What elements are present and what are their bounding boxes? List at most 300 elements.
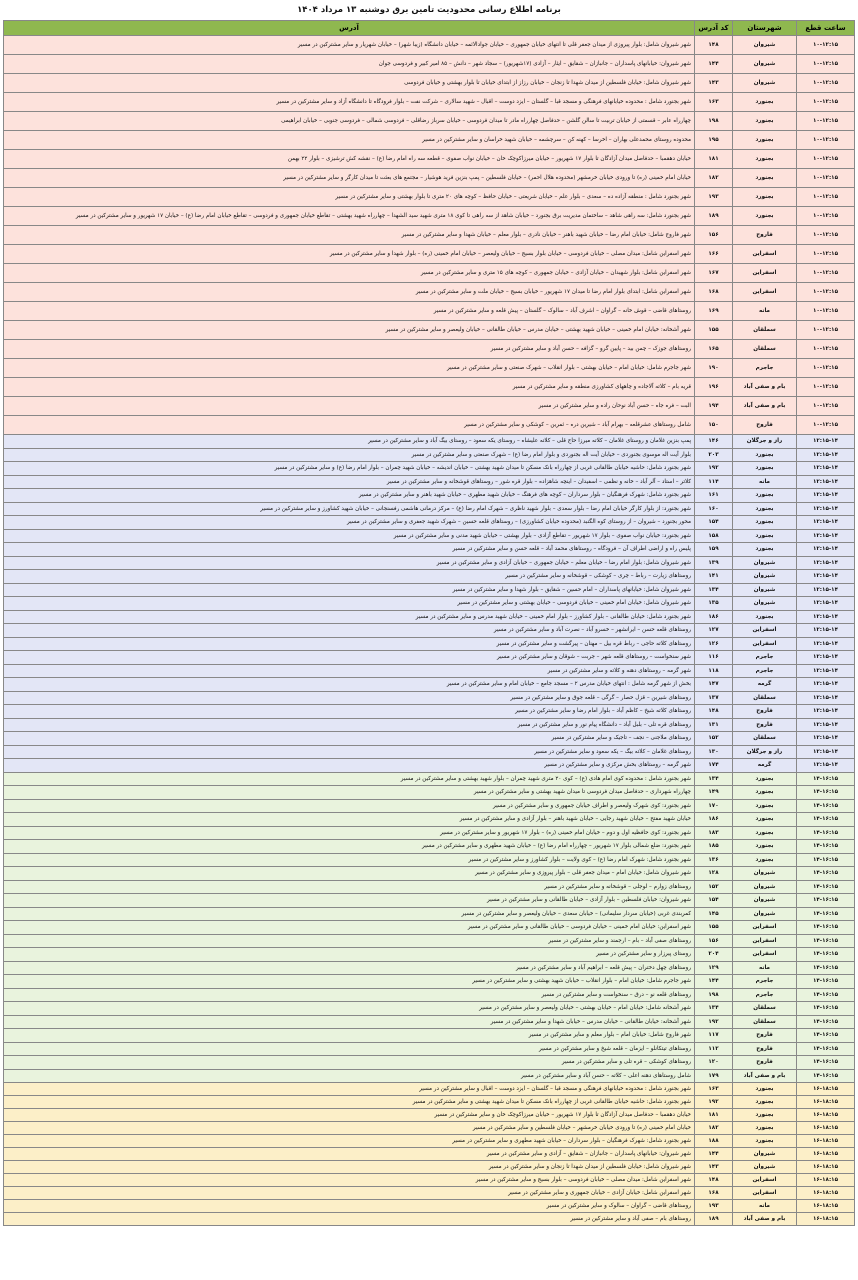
table-row [4,961,855,975]
table-row [4,321,855,340]
code-cell: ۱۶۷ [695,264,733,283]
address-cell: روستاهای قاضی – گراوان – سالوک و سایر مشترکین در مسیر [4,1200,695,1213]
time-cell: ۱۰-۱۲:۱۵ [797,302,855,321]
time-cell: ۱۴-۱۶:۱۵ [797,853,855,867]
code-cell: ۱۵۶ [695,226,733,245]
time-cell: ۱۰-۱۲:۱۵ [797,226,855,245]
code-cell: ۱۲۹ [695,961,733,975]
city-cell: شیروان [733,1161,797,1174]
time-cell: ۱۰-۱۲:۱۵ [797,359,855,378]
city-cell: شیروان [733,556,797,570]
table-row [4,691,855,705]
table-row [4,867,855,881]
table-row [4,1187,855,1200]
table-row [4,169,855,188]
address-cell: شهر جاجرم شامل: خیابان امام – بلوار انقلاب – خیابان شهید بهشتی و سایر مشترکین در مسیر [4,975,695,989]
address-cell: شامل روستاهای دهنه اعلی – کلاته – حسن آباد و سایر مشترکین در مسیر [4,1069,695,1083]
time-cell: ۱۰-۱۲:۱۵ [797,321,855,340]
table-row [4,448,855,462]
table-row [4,1174,855,1187]
city-cell: سملقان [733,340,797,359]
time-cell: ۱۶-۱۸:۱۵ [797,1200,855,1213]
table-row [4,759,855,773]
time-cell: ۱۰-۱۲:۱۵ [797,397,855,416]
address-cell: شهر آشخانه شامل: خیابان امام – خیابان بهشتی – خیابان ولیعصر و سایر مشترکین در مسیر [4,1002,695,1016]
city-cell: فاروج [733,1056,797,1070]
time-cell: ۱۲:۱۵-۱۴ [797,705,855,719]
address-cell: البت – فره جاه – حسن آباد نوحان راده و سایر مشترکین در مسیر [4,397,695,416]
table-row [4,226,855,245]
address-cell: پلیس راه و اراضی اطراف آن – فرودگاه – روستاهای محمد آباد – قلعه حسن و سایر مشترکین در مسیر [4,543,695,557]
address-cell: شامل روستاهای عشرقلعه – بهرام آباد – شیرین دره – ثمرین – کوشکی و سایر مشترکین در مسیر [4,416,695,435]
table-row [4,529,855,543]
time-cell: ۱۴-۱۶:۱۵ [797,921,855,935]
city-cell: جاجرم [733,651,797,665]
header-city: شهرستان [733,21,797,36]
city-cell: اسفراین [733,283,797,302]
time-cell: ۱۲:۱۵-۱۴ [797,489,855,503]
time-cell: ۱۲:۱۵-۱۴ [797,610,855,624]
city-cell: بجنورد [733,112,797,131]
time-cell: ۱۲:۱۵-۱۴ [797,664,855,678]
city-cell: فاروج [733,1042,797,1056]
code-cell: ۱۸۱ [695,150,733,169]
city-cell: شیروان [733,583,797,597]
table-body [4,36,855,1226]
address-cell: بخش از شهر گرمه شامل : انتهای خیابان مدرس ۲ – مسجد جامع – خیابان امام و سایر مشترکین در مسیر [4,678,695,692]
table-row [4,150,855,169]
code-cell: ۱۸۳ [695,826,733,840]
code-cell: ۱۲۷ [695,624,733,638]
time-cell: ۱۴-۱۶:۱۵ [797,867,855,881]
address-cell: شهر بجنورد: ضلع شمالی بلوار ۱۷ شهریور – چهارراه امام رضا (ع) – خیابان شهید مطهری و سایر مشترکین در مسیر [4,840,695,854]
time-cell: ۱۴-۱۶:۱۵ [797,975,855,989]
time-cell: ۱۲:۱۵-۱۴ [797,718,855,732]
time-cell: ۱۲:۱۵-۱۴ [797,543,855,557]
table-row [4,556,855,570]
code-cell: ۱۷۹ [695,1069,733,1083]
time-cell: ۱۰-۱۲:۱۵ [797,36,855,55]
city-cell: مانه [733,961,797,975]
table-row [4,1213,855,1226]
code-cell: ۱۴۸ [695,705,733,719]
code-cell: ۱۳۴ [695,583,733,597]
city-cell: اسفراین [733,921,797,935]
city-cell: بجنورد [733,853,797,867]
table-row [4,36,855,55]
time-cell: ۱۴-۱۶:۱۵ [797,1015,855,1029]
table-row [4,1200,855,1213]
address-cell: شهر اسفراین شامل: میدان مصلی – خیابان فردوسی – بلوار بسیج و سایر مشترکین در مسیر [4,1174,695,1187]
city-cell: سملقان [733,1015,797,1029]
table-row [4,934,855,948]
code-cell: ۱۹۴ [695,397,733,416]
address-cell: روستاهای قره تلی – بلبل آباد – دانشگاه پیام نور و سایر مشترکین در مسیر [4,718,695,732]
table-row [4,1096,855,1109]
address-cell: شهر بجنورد شامل: شهرک امام رضا (ع) – کوی ولایت – بلوار کشاورز و سایر مشترکین در مسیر [4,853,695,867]
table-row [4,1135,855,1148]
city-cell: جاجرم [733,988,797,1002]
city-cell: شیروان [733,880,797,894]
time-cell: ۱۲:۱۵-۱۴ [797,448,855,462]
address-cell: شهر آشخانه: خیابان امام خمینی – خیابان شهید بهشتی – خیابان مدرس – خیابان طالقانی – خیابان ولیعصر و سایر مشترکین در مسیر [4,321,695,340]
time-cell: ۱۲:۱۵-۱۴ [797,745,855,759]
code-cell: ۱۹۲ [695,1015,733,1029]
table-row [4,705,855,719]
table-row [4,624,855,638]
address-cell: شهر اسفراین شامل: ابتدای بلوار امام رضا تا میدان ۱۷ شهریور – خیابان بسیج – خیابان ملت و سایر مشترکین در مسیر [4,283,695,302]
code-cell: ۱۶۳ [695,93,733,112]
address-cell: روستاهای قلعه حسن – ایرانشهر – خسرو آباد – نصرت آباد و سایر مشترکین در مسیر [4,624,695,638]
code-cell: ۱۶۸ [695,283,733,302]
time-cell: ۱۴-۱۶:۱۵ [797,961,855,975]
address-cell: شهر شیروان شامل: خیابانهای پاسداران – امام حسین – شقایق – بلوار شهدا و سایر مشترکین در مسیر [4,583,695,597]
address-cell: شهر اسفراین شامل: میدان مصلی – خیابان فردوسی – خیابان بلوار بسیج – خیابان ولیعصر – خیابان امام خمینی (ره) – بلوار شهدا و سایر مشترکین در مسیر [4,245,695,264]
code-cell: ۱۸۲ [695,1122,733,1135]
code-cell: ۱۵۵ [695,321,733,340]
time-cell: ۱۴-۱۶:۱۵ [797,880,855,894]
address-cell: محدوده روستای محمدعلی بهاران – اخرسا – کهنه کن – سرچشمه – خیابان شهید خراسان و سایر مشترکین در مسیر [4,131,695,150]
time-cell: ۱۰-۱۲:۱۵ [797,74,855,93]
city-cell: بجنورد [733,826,797,840]
code-cell: ۱۳۷ [695,691,733,705]
table-row [4,131,855,150]
table-row [4,435,855,449]
code-cell: ۱۱۴ [695,475,733,489]
city-cell: اسفراین [733,264,797,283]
time-cell: ۱۶-۱۸:۱۵ [797,1135,855,1148]
code-cell: ۱۴۸ [695,1174,733,1187]
code-cell: ۱۷۴ [695,759,733,773]
address-cell: روستاهای صفی آباد – بام – ارجمند و سایر مشترکین در مسیر [4,934,695,948]
city-cell: بام و صفی آباد [733,1213,797,1226]
code-cell: ۱۹۲ [695,462,733,476]
address-cell: خیابان شهید مفتح – خیابان شهید رجایی – خیابان شهید باهنر – بلوار آزادی و سایر مشترکین در مسیر [4,813,695,827]
city-cell: بام و صفی آباد [733,397,797,416]
address-cell: چهارراه عابر – قسمتی از خیابان تربیت تا سالن گلشن – حدفاصل چهارراه مادر تا میدان فردوسی – خیابان سرباز رضاقلی – فردوسی شمالی – فردوسی جنوبی – خیابان ابراهیمی [4,112,695,131]
table-row [4,93,855,112]
time-cell: ۱۰-۱۲:۱۵ [797,416,855,435]
time-cell: ۱۲:۱۵-۱۴ [797,678,855,692]
city-cell: بجنورد [733,1135,797,1148]
code-cell: ۱۹۳ [695,1200,733,1213]
time-cell: ۱۰-۱۲:۱۵ [797,378,855,397]
code-cell: ۱۸۸ [695,1135,733,1148]
address-cell: چهارراه شهرداری – حدفاصل میدان فردوسی تا میدان شهید بهشتی و سایر مشترکین در مسیر [4,786,695,800]
code-cell: ۱۸۱ [695,1109,733,1122]
city-cell: بجنورد [733,543,797,557]
time-cell: ۱۲:۱۵-۱۴ [797,597,855,611]
table-row [4,840,855,854]
table-row [4,378,855,397]
table-row [4,853,855,867]
city-cell: فاروج [733,705,797,719]
city-cell: فاروج [733,1029,797,1043]
city-cell: راز و جرگلان [733,435,797,449]
code-cell: ۱۳۶ [695,853,733,867]
city-cell: بام و صفی آباد [733,378,797,397]
city-cell: بجنورد [733,516,797,530]
time-cell: ۱۴-۱۶:۱۵ [797,840,855,854]
address-cell: شهر بجنورد: کوی شهرک ولیعصر و اطراف خیابان جمهوری و سایر مشترکین در مسیر [4,799,695,813]
address-cell: شهر شیروان شامل: خیابان فلسطین از میدان شهدا تا زنجان – خیابان رزاز از ابتدای خیابان تا بلوار بهشتی و خیابان فردوسی [4,74,695,93]
city-cell: جاجرم [733,664,797,678]
time-cell: ۱۲:۱۵-۱۴ [797,556,855,570]
address-cell: شهر گرمه – روستاهای بخش مرکزی و سایر مشترکین در مسیر [4,759,695,773]
table-row [4,543,855,557]
address-cell: خیابان امام خمینی (ره) تا ورودی خیابان خرمشهر – خیابان فلسطین و سایر مشترکین در مسیر [4,1122,695,1135]
city-cell: شیروان [733,894,797,908]
address-cell: شهر شیروان: خیابان فلسطین – بلوار آزادی – خیابان طالقانی و سایر مشترکین در مسیر [4,894,695,908]
city-cell: گرمه [733,759,797,773]
address-cell: شهر بجنورد: از بلوار کارگر خیابان امام رضا – بلوار سعدی – بلوار شهید ناظری – شهرک امام رضا (ع) – مرکز درمانی هاشمی رفسنجانی – خیابان شهید کشاورز و سایر مشترکین در مسیر [4,502,695,516]
time-cell: ۱۴-۱۶:۱۵ [797,948,855,962]
city-cell: بجنورد [733,93,797,112]
code-cell: ۱۸۹ [695,207,733,226]
city-cell: بجنورد [733,169,797,188]
address-cell: شهر بجنورد شامل : منطقه آزاده ده – سعدی – بلوار علم – خیابان شریعتی – خیابان حافظ – کوچه های ۲۰ متری تا بلوار بهشتی و سایر مشترکین در مسیر [4,188,695,207]
table-row [4,651,855,665]
time-cell: ۱۶-۱۸:۱۵ [797,1109,855,1122]
code-cell: ۱۳۹ [695,556,733,570]
address-cell: شهر بجنورد: خیابان نواب صفوی – بلوار ۱۷ شهریور – تقاطع آزادی – بلوار بهشتی – خیابان شهید مدنی و سایر مشترکین در مسیر [4,529,695,543]
table-row [4,489,855,503]
city-cell: اسفراین [733,934,797,948]
table-row [4,1015,855,1029]
city-cell: گرمه [733,678,797,692]
table-row [4,664,855,678]
city-cell: بجنورد [733,131,797,150]
address-cell: شهر شیروان: خیابانهای پاسداران – جانبازان – شقایق – ایثار – آزادی (۱۷شهریور) – سجاد شهر – دانش – ۸۵ امیر کبیر و فردوسی جوان [4,55,695,74]
address-cell: شهر اسفراین شامل: خیابان آزادی – خیابان جمهوری و سایر مشترکین در مسیر [4,1187,695,1200]
address-cell: روستاهای کلاته شیخ – کاظم آباد – بلوار امام رضا و سایر مشترکین در مسیر [4,705,695,719]
time-cell: ۱۲:۱۵-۱۴ [797,529,855,543]
time-cell: ۱۶-۱۸:۱۵ [797,1083,855,1096]
code-cell: ۱۹۶ [695,378,733,397]
code-cell: ۱۴۸ [695,36,733,55]
address-cell: پمپ بنزین غلامان و روستای غلامان – کلاته میرزا حاج قلی – کلاته علیشاه – روستای یکه سعود – روستای بیگ آباد و سایر مشترکین در مسیر [4,435,695,449]
table-row [4,74,855,93]
code-cell: ۱۴۴ [695,55,733,74]
table-row [4,1029,855,1043]
code-cell: ۱۴۴ [695,1148,733,1161]
address-cell: شهر فاروج شامل: خیابان امام رضا – خیابان شهید باهنر – خیابان نادری – بلوار معلم – خیابان شهدا و سایر مشترکین در مسیر [4,226,695,245]
city-cell: اسفراین [733,1187,797,1200]
table-row [4,55,855,74]
city-cell: بام و صفی آباد [733,1069,797,1083]
code-cell: ۱۵۶ [695,934,733,948]
time-cell: ۱۴-۱۶:۱۵ [797,988,855,1002]
time-cell: ۱۲:۱۵-۱۴ [797,759,855,773]
city-cell: فاروج [733,416,797,435]
code-cell: ۱۶۱ [695,489,733,503]
table-row [4,1148,855,1161]
address-cell: شهر آشخانه: خیابان طالقانی – خیابان مدرس – خیابان شهدا و سایر مشترکین در مسیر [4,1015,695,1029]
code-cell: ۱۶۸ [695,1187,733,1200]
address-cell: روستاهای قلعه نو – درق – سنخواست و سایر مشترکین در مسیر [4,988,695,1002]
table-row [4,112,855,131]
time-cell: ۱۲:۱۵-۱۴ [797,691,855,705]
code-cell: ۱۵۴ [695,516,733,530]
city-cell: بجنورد [733,188,797,207]
code-cell: ۱۷۰ [695,799,733,813]
address-cell: روستاهای کوشکی – قره تلی و سایر مشترکین در مسیر [4,1056,695,1070]
time-cell: ۱۶-۱۸:۱۵ [797,1187,855,1200]
header-time: ساعت قطع [797,21,855,36]
city-cell: سملقان [733,691,797,705]
address-cell: روستاهای قاضی – قوش خانه – گراوان – اشرف آباد – سالوک – گلستان – پیش قلعه و سایر مشترکین در مسیر [4,302,695,321]
code-cell: ۱۵۲ [695,880,733,894]
code-cell: ۱۴۳ [695,74,733,93]
code-cell: ۱۵۰ [695,416,733,435]
city-cell: فاروج [733,226,797,245]
time-cell: ۱۶-۱۸:۱۵ [797,1122,855,1135]
address-cell: روستاهای شیرین – قزل حصار – گرگی – قلعه جوق و سایر مشترکین در مسیر [4,691,695,705]
time-cell: ۱۶-۱۸:۱۵ [797,1161,855,1174]
code-cell: ۲۰۳ [695,448,733,462]
address-cell: خیابان امام خمینی (ره) تا ورودی خیابان خرمشهر (محدوده هلال احمر) – خیابان فلسطین – پمپ بنزین فرید هوشیار – مجتمع های بعثت تا میدان کارگر و سایر مشترکین در مسیر [4,169,695,188]
time-cell: ۱۰-۱۲:۱۵ [797,93,855,112]
table-row [4,988,855,1002]
time-cell: ۱۰-۱۲:۱۵ [797,264,855,283]
city-cell: بجنورد [733,529,797,543]
time-cell: ۱۲:۱۵-۱۴ [797,502,855,516]
city-cell: بجنورد [733,462,797,476]
time-cell: ۱۴-۱۶:۱۵ [797,894,855,908]
address-cell: شهر شیروان شامل: بلوار پیروزی از میدان جعفر قلی تا انتهای خیابان جمهوری – خیابان جوادالائمه – خیابان دانشگاه (زیبا شهر) – خیابان شهریار و سایر مشترکین در مسیر [4,36,695,55]
time-cell: ۱۲:۱۵-۱۴ [797,732,855,746]
table-row [4,745,855,759]
time-cell: ۱۴-۱۶:۱۵ [797,799,855,813]
address-cell: روستای پیرزار و سایر مشترکین در مسیر [4,948,695,962]
address-cell: شهر شیروان شامل: خیابان امام خمینی – خیابان فردوسی – خیابان بهشتی و سایر مشترکین در مسیر [4,597,695,611]
table-row [4,416,855,435]
code-cell: ۱۴۱ [695,570,733,584]
time-cell: ۱۰-۱۲:۱۵ [797,150,855,169]
time-cell: ۱۰-۱۲:۱۵ [797,131,855,150]
table-row [4,610,855,624]
table-row [4,826,855,840]
time-cell: ۱۰-۱۲:۱۵ [797,55,855,74]
city-cell: شیروان [733,55,797,74]
code-cell: ۱۱۷ [695,1029,733,1043]
city-cell: شیروان [733,1148,797,1161]
time-cell: ۱۲:۱۵-۱۴ [797,624,855,638]
table-row [4,813,855,827]
address-cell: کمربندی غربی (خیابان سردار سلیمانی) – خیابان سعدی – خیابان ولیعصر و سایر مشترکین در مسیر [4,907,695,921]
address-cell: شهر بجنورد شامل: حاشیه خیابان طالقانی غربی از چهارراه بانک مسکن تا میدان شهید بهشتی و سایر مشترکین در مسیر [4,1096,695,1109]
table-row [4,948,855,962]
city-cell: جاجرم [733,359,797,378]
time-cell: ۱۲:۱۵-۱۴ [797,475,855,489]
time-cell: ۱۰-۱۲:۱۵ [797,188,855,207]
code-cell: ۲۰۴ [695,948,733,962]
table-row [4,1122,855,1135]
table-row [4,583,855,597]
city-cell: اسفراین [733,245,797,264]
time-cell: ۱۴-۱۶:۱۵ [797,826,855,840]
code-cell: ۱۶۶ [695,245,733,264]
address-cell: شهر شیروان شامل: خیابان فلسطین از میدان شهدا تا زنجان و سایر مشترکین در مسیر [4,1161,695,1174]
code-cell: ۱۵۹ [695,543,733,557]
code-cell: ۱۳۴ [695,1002,733,1016]
address-cell: روستاهای زیارت – رباط – چری – کوشکی – قوشخانه و سایر مشترکین در مسیر [4,570,695,584]
table-row [4,245,855,264]
table-row [4,921,855,935]
code-cell: ۱۴۶ [695,435,733,449]
table-row [4,1109,855,1122]
address-cell: شهر بجنورد شامل: سه راهی شاهد – ساختمان مدیریت برق بجنورد – خیابان شاهد از سه راهی تا کوی ۱۸ متری شهید سید الشهدا – چهارراه شهید بهشتی – تقاطع خیابان جمهوری و فردوسی – تقاطع خیابان امام رضا (ع) – خیابان ۱۷ شهریور و سایر مشترکین در مسیر [4,207,695,226]
code-cell: ۱۸۲ [695,169,733,188]
code-cell: ۱۴۴ [695,975,733,989]
address-cell: شهر شیروان شامل: خیابان امام – میدان جعفر قلی – بلوار پیروزی و سایر مشترکین در مسیر [4,867,695,881]
table-row [4,1069,855,1083]
address-cell: شهر اسفراین: خیابان امام خمینی – خیابان فردوسی – خیابان طالقانی و سایر مشترکین در مسیر [4,921,695,935]
address-cell: شهر بجنورد شامل: خیابان طالقانی – بلوار کشاورز – بلوار امام خمینی – خیابان شهید مدرس و سایر مشترکین در مسیر [4,610,695,624]
time-cell: ۱۰-۱۲:۱۵ [797,245,855,264]
city-cell: بجنورد [733,448,797,462]
city-cell: بجنورد [733,1096,797,1109]
address-cell: قریه بام – کلاته آلاجاده و چاههای کشاورزی منطقه و سایر مشترکین در مسیر [4,378,695,397]
code-cell: ۱۲۶ [695,637,733,651]
city-cell: راز و جرگلان [733,745,797,759]
city-cell: اسفراین [733,1174,797,1187]
table-row [4,340,855,359]
address-cell: روستاهای ملاجنی – نجف – تاجیک و سایر مشترکین در مسیر [4,732,695,746]
address-cell: شهر بجنورد شامل: شهرک فرهنگیان – بلوار سرداران – خیابان شهید مطهری و سایر مشترکین در مسیر [4,1135,695,1148]
code-cell: ۱۵۸ [695,529,733,543]
code-cell: ۱۴۳ [695,1161,733,1174]
code-cell: ۱۹۸ [695,112,733,131]
city-cell: بجنورد [733,1122,797,1135]
time-cell: ۱۶-۱۸:۱۵ [797,1148,855,1161]
code-cell: ۱۹۵ [695,131,733,150]
city-cell: مانه [733,475,797,489]
address-cell: شهر بجنورد: کوی حافظیه اول و دوم – خیابان امام خمینی (ره) – بلوار ۱۷ شهریور و سایر مشترکین در مسیر [4,826,695,840]
city-cell: بجنورد [733,772,797,786]
code-cell: ۱۶۳ [695,1083,733,1096]
time-cell: ۱۲:۱۵-۱۴ [797,637,855,651]
time-cell: ۱۲:۱۵-۱۴ [797,462,855,476]
city-cell: اسفراین [733,948,797,962]
table-row [4,283,855,302]
address-cell: شهر بجنورد شامل : محدوده کوی امام هادی (ع) – کوی ۲۰ متری شهید چمران – بلوار شهید بهشتی و سایر مشترکین در مسیر [4,772,695,786]
time-cell: ۱۲:۱۵-۱۴ [797,651,855,665]
table-row [4,894,855,908]
address-cell: شهر فاروج شامل: خیابان امام – بلوار معلم و سایر مشترکین در مسیر [4,1029,695,1043]
code-cell: ۱۹۸ [695,988,733,1002]
table-row [4,1042,855,1056]
city-cell: سملقان [733,321,797,340]
city-cell: فاروج [733,718,797,732]
city-cell: شیروان [733,907,797,921]
code-cell: ۱۳۰ [695,745,733,759]
table-row [4,188,855,207]
table-row [4,718,855,732]
address-cell: شهر شیروان شامل: بلوار امام رضا – خیابان معلم – خیابان جمهوری – خیابان آزادی و سایر مشترکین در مسیر [4,556,695,570]
table-row [4,264,855,283]
city-cell: شیروان [733,867,797,881]
page-title: برنامه اطلاع رسانی محدودیت تامین برق دوشنبه ۱۳ مرداد ۱۴۰۴ [297,5,561,15]
city-cell: بجنورد [733,489,797,503]
city-cell: شیروان [733,570,797,584]
time-cell: ۱۲:۱۵-۱۴ [797,583,855,597]
table-header-row [4,21,855,36]
address-cell: محور بجنورد – شیروان – از روستای کوه الگنبد (محدوده خیابان کشاورزی) – روستاهای قلعه حسین – شهرک شهید جعفری و سایر مشترکین در مسیر [4,516,695,530]
code-cell: ۱۵۴ [695,894,733,908]
time-cell: ۱۶-۱۸:۱۵ [797,1213,855,1226]
table-row [4,637,855,651]
